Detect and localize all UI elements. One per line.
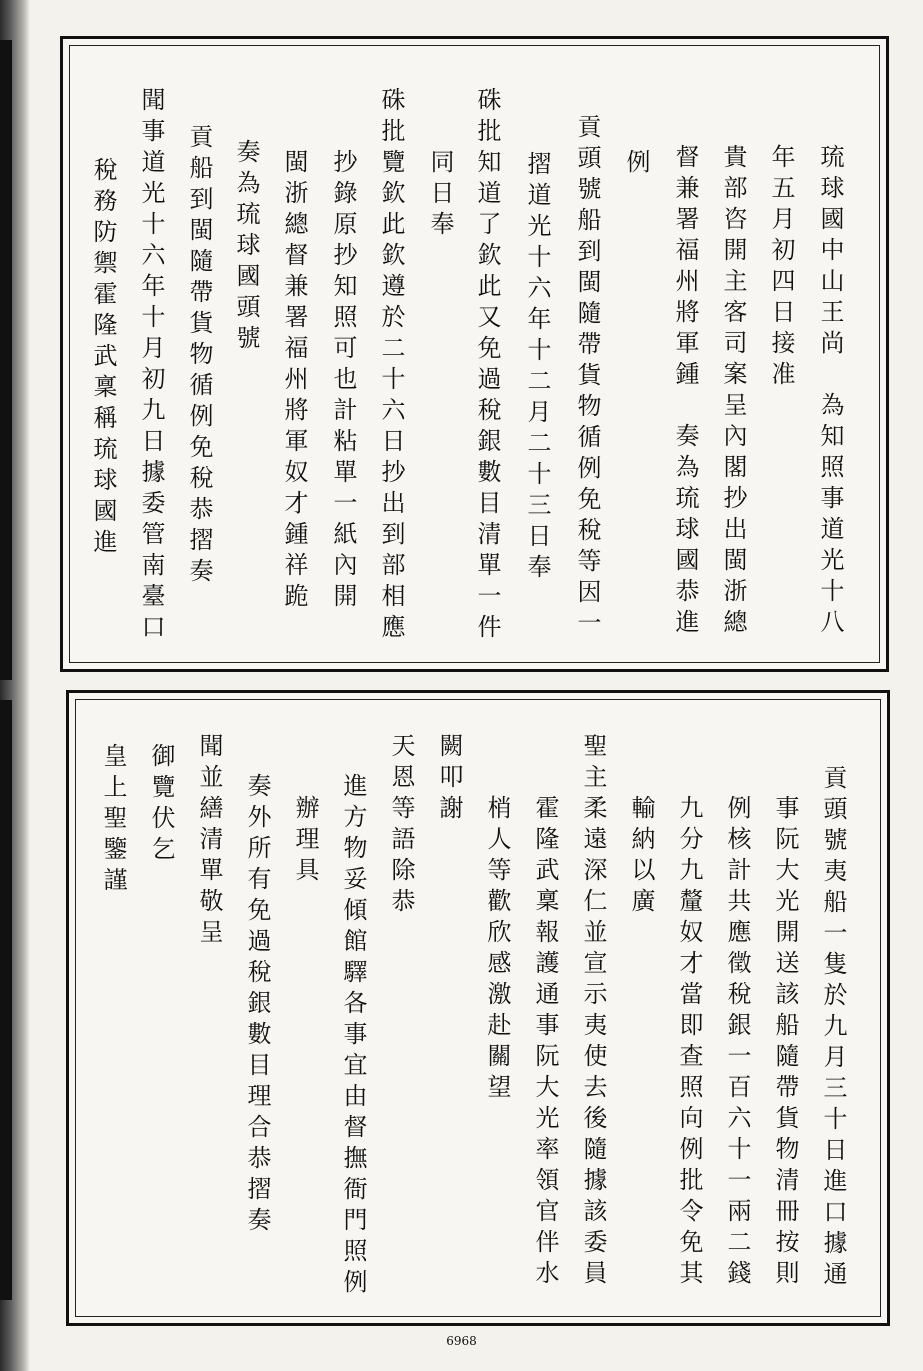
bottom-column-15: 御覽伏乞 <box>147 743 175 867</box>
bottom-column-16: 皇上聖鑒謹 <box>99 743 127 898</box>
bottom-column-4: 九分九釐奴才當即查照向例批令免其 <box>675 795 703 1291</box>
top-column-2: 年五月初四日接准 <box>767 144 795 392</box>
bottom-column-5: 輸納以廣 <box>627 795 655 919</box>
bottom-column-12: 辦理具 <box>291 795 319 888</box>
top-column-7: 摺道光十六年十二月二十三日奉 <box>523 151 551 585</box>
bottom-column-2: 事阮大光開送該船隨帶貨物清冊按則 <box>771 795 799 1291</box>
bottom-document-panel <box>66 690 890 1326</box>
bottom-column-3: 例核計共應徵稅銀一百六十一兩二錢 <box>723 795 751 1291</box>
top-column-16: 稅務防禦霍隆武稟稱琉球國進 <box>89 157 117 560</box>
top-column-6: 貢頭號船到閩隨帶貨物循例免稅等因一 <box>573 114 601 641</box>
bottom-column-1: 貢頭號夷船一隻於九月三十日進口據通 <box>819 765 847 1292</box>
top-column-14: 貢船到閩隨帶貨物循例免稅恭摺奏 <box>185 124 213 589</box>
top-column-12: 閩浙總督兼署福州將軍奴才鍾祥跪 <box>280 149 308 614</box>
top-column-1: 琉球國中山王尚 為知照事道光十八 <box>816 144 844 640</box>
top-column-9: 同日奉 <box>426 149 454 242</box>
bottom-column-7: 霍隆武稟報護通事阮大光率領官伴水 <box>531 795 559 1291</box>
bottom-column-8: 梢人等歡欣感激赴關望 <box>483 795 511 1105</box>
binding-shadow <box>0 40 12 680</box>
top-column-4: 督兼署福州將軍鍾 奏為琉球國恭進 <box>671 144 699 640</box>
top-column-11: 抄錄原抄知照可也計粘單一紙內開 <box>329 149 357 614</box>
top-column-3: 貴部咨開主客司案呈內閣抄出閩浙總 <box>719 144 747 640</box>
bottom-column-13: 奏外所有免過稅銀數目理合恭摺奏 <box>243 773 271 1238</box>
bottom-column-14: 聞並繕清單敬呈 <box>195 733 223 950</box>
top-column-5: 例 <box>622 149 650 180</box>
bottom-column-6: 聖主柔遠深仁並宣示夷使去後隨據該委員 <box>579 733 607 1291</box>
page-number: 6968 <box>446 1334 477 1348</box>
top-column-15: 聞事道光十六年十月初九日據委管南臺口 <box>137 87 165 645</box>
top-document-panel <box>60 36 889 672</box>
binding-shadow <box>0 700 12 1300</box>
bottom-column-11: 進方物妥傾館驛各事宜由督撫衙門照例 <box>339 773 367 1300</box>
top-column-13: 奏為琉球國頭號 <box>232 139 260 356</box>
bottom-column-9: 闕叩謝 <box>435 733 463 826</box>
top-column-8: 硃批知道了欽此又免過稅銀數目清單一件 <box>473 87 501 645</box>
bottom-column-10: 天恩等語除恭 <box>387 733 415 919</box>
top-column-10: 硃批覽欽此欽遵於二十六日抄出到部相應 <box>377 87 405 645</box>
